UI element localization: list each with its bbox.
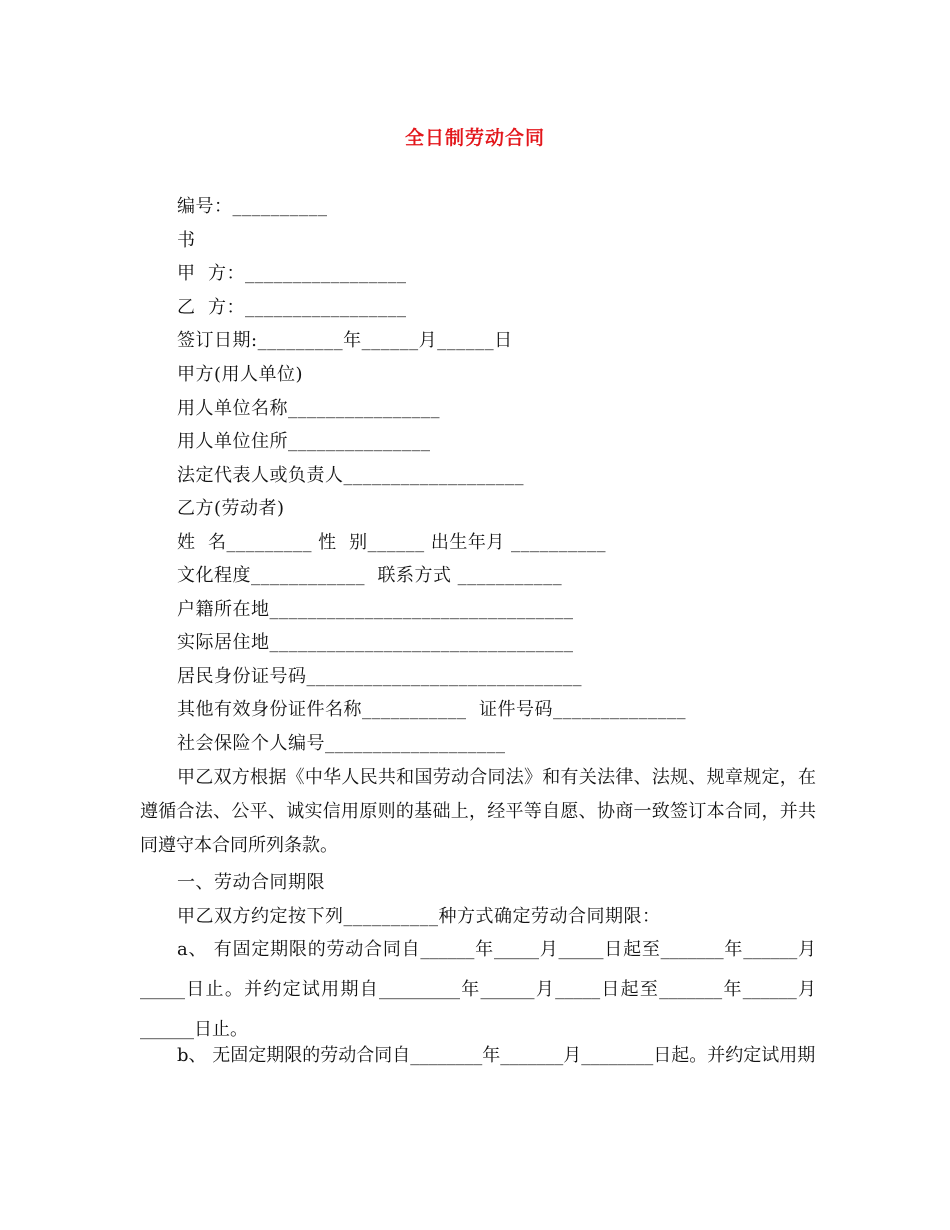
party-a-field: 甲 方：_________________ [177,263,407,284]
employee-heading: 乙方(劳动者) [177,498,285,519]
legal-representative-field: 法定代表人或负责人___________________ [177,465,524,486]
residence-field: 实际居住地________________________________ [177,632,574,653]
contract-number-field: 编号：__________ [177,196,328,217]
section-1-intro: 甲乙双方约定按下列__________种方式确定劳动合同期限： [177,906,661,927]
clause-a-paragraph: a、 有固定期限的劳动合同自______年_____月_____日起至_______年______月_____日止。并约定试用期自_________年______月_____日起至_______年______月______日止。 [140,939,816,1040]
name-gender-birth-field: 姓 名_________ 性 别______ 出生年月 __________ [177,532,607,553]
preamble-paragraph: 甲乙双方根据《中华人民共和国劳动合同法》和有关法律、法规、规章规定，在遵循合法、公平、诚实信用原则的基础上，经平等自愿、协商一致签订本合同，并共同遵守本合同所列条款。 [140,767,816,856]
signing-date-field: 签订日期:_________年______月______日 [177,330,513,351]
employer-address-field: 用人单位住所_______________ [177,431,431,452]
clause-b-paragraph: b、 无固定期限的劳动合同自________年_______月________日起。并约定试用期 [177,1045,816,1066]
document-title: 全日制劳动合同 [404,127,545,149]
employer-heading: 甲方(用人单位) [177,364,304,385]
education-contact-field: 文化程度____________ 联系方式 ___________ [177,565,563,586]
household-register-field: 户籍所在地________________________________ [177,599,574,620]
section-1-heading: 一、劳动合同期限 [177,872,325,893]
party-b-field: 乙 方：_________________ [177,297,407,318]
other-id-field: 其他有效身份证件名称___________ 证件号码______________ [177,699,686,720]
id-number-field: 居民身份证号码_____________________________ [177,666,582,687]
social-insurance-field: 社会保险个人编号___________________ [177,733,506,754]
book-label: 书 [177,230,196,251]
employer-name-field: 用人单位名称________________ [177,398,440,419]
